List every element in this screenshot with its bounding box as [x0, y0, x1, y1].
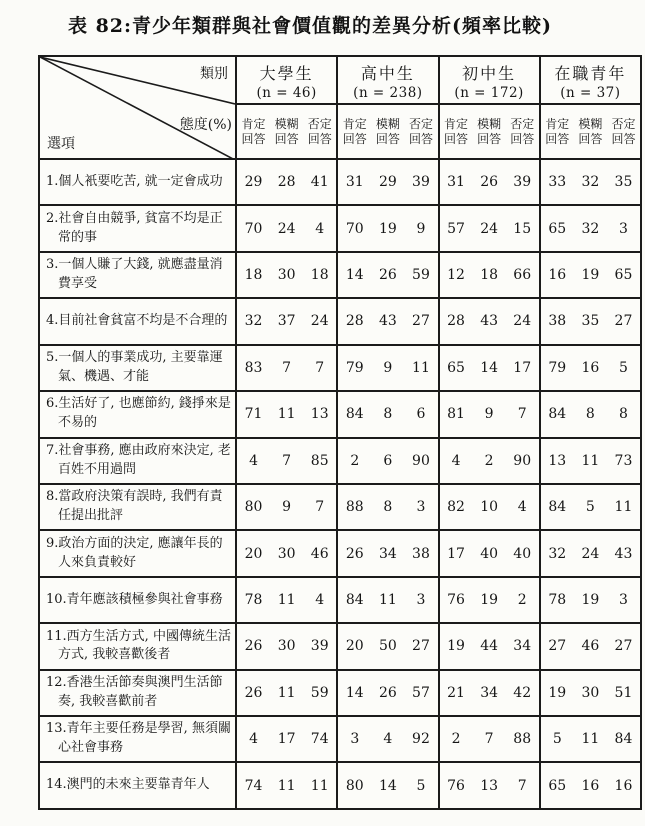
- value-cell: 11: [412, 359, 430, 376]
- value-group-workingyouth: [539, 531, 640, 575]
- group-sample-size: (n = 238): [353, 84, 423, 101]
- value-cell: 30: [277, 545, 296, 562]
- value-cell: 28: [345, 313, 364, 330]
- value-cell: 40: [480, 545, 499, 562]
- value-group-juniorhigh: [438, 717, 539, 761]
- answer-type-positive: 肯定回答: [342, 116, 367, 146]
- value-cell: 70: [345, 220, 364, 237]
- value-cell: 11: [277, 684, 296, 701]
- value-cell: 26: [480, 174, 499, 191]
- value-cell: 83: [244, 359, 263, 376]
- value-cell: 70: [244, 220, 263, 237]
- value-cell: 16: [581, 359, 600, 376]
- answer-type-ambiguous: 模糊回答: [274, 116, 299, 146]
- value-group-university: [235, 439, 336, 483]
- value-group-university: [235, 485, 336, 529]
- value-cell: 8: [383, 499, 393, 516]
- answer-type-ambiguous: 模糊回答: [477, 116, 502, 146]
- table-row: [40, 624, 640, 670]
- value-cell: 14: [345, 684, 364, 701]
- value-cell: 9: [416, 220, 426, 237]
- value-group-university: [235, 392, 336, 436]
- value-cell: 5: [416, 777, 426, 794]
- value-cell: 59: [310, 684, 329, 701]
- value-cell: 18: [244, 267, 263, 284]
- value-group-highschool: [336, 253, 437, 297]
- value-cell: 17: [447, 545, 465, 562]
- row-label: 5.一個人的事業成功, 主要靠運氣、機遇、才能: [46, 350, 223, 384]
- value-cell: 26: [345, 545, 364, 562]
- value-cell: 27: [412, 638, 430, 655]
- value-group-university: [235, 160, 336, 204]
- value-cell: 11: [310, 777, 329, 794]
- value-group-workingyouth: [539, 253, 640, 297]
- value-cell: 30: [277, 638, 296, 655]
- row-label: 11.西方生活方式, 中國傳統生活方式, 我較喜歡後者: [46, 628, 231, 663]
- value-cell: 33: [548, 174, 567, 191]
- value-cell: 38: [548, 313, 567, 330]
- value-group-university: [235, 578, 336, 622]
- value-cell: 24: [480, 220, 499, 237]
- value-cell: 4: [315, 592, 325, 608]
- value-cell: 32: [581, 174, 600, 191]
- value-group-juniorhigh: [438, 763, 539, 807]
- value-group-university: [235, 206, 336, 250]
- value-cell: 15: [513, 220, 532, 237]
- value-cell: 19: [581, 592, 600, 608]
- value-cell: 13: [480, 777, 499, 794]
- group-name: 初中生: [462, 63, 517, 83]
- value-cell: 85: [310, 452, 329, 469]
- value-cell: 7: [315, 359, 325, 376]
- value-cell: 11: [581, 731, 600, 748]
- value-cell: 19: [447, 638, 465, 655]
- value-cell: 65: [447, 359, 465, 376]
- value-cell: 24: [581, 545, 600, 562]
- value-cell: 65: [548, 220, 567, 237]
- answer-type-positive: 肯定回答: [241, 116, 266, 146]
- group-name: 高中生: [360, 63, 415, 83]
- value-cell: 3: [416, 499, 426, 516]
- table-row: [40, 531, 640, 577]
- table-row: [40, 578, 640, 624]
- value-cell: 34: [480, 684, 499, 701]
- value-cell: 26: [244, 638, 263, 655]
- value-group-highschool: [336, 531, 437, 575]
- group-header-workingyouth: [539, 57, 640, 103]
- answer-types-workingyouth: [539, 105, 640, 158]
- value-group-juniorhigh: [438, 671, 539, 715]
- value-cell: 11: [581, 452, 600, 469]
- value-cell: 27: [412, 313, 430, 330]
- row-label: 9.政治方面的決定, 應讓年長的人來負責較好: [46, 535, 223, 570]
- value-group-university: [235, 624, 336, 668]
- value-cell: 80: [244, 499, 263, 516]
- value-group-workingyouth: [539, 578, 640, 622]
- value-cell: 90: [513, 452, 532, 469]
- value-cell: 30: [277, 267, 296, 284]
- table-row: [40, 485, 640, 531]
- value-cell: 24: [277, 220, 296, 237]
- value-group-juniorhigh: [438, 392, 539, 436]
- value-cell: 3: [350, 731, 360, 748]
- value-cell: 35: [614, 174, 633, 191]
- table-row: [40, 392, 640, 438]
- value-cell: 4: [249, 452, 258, 469]
- answer-type-negative: 否定回答: [611, 116, 636, 146]
- value-cell: 57: [447, 220, 465, 237]
- value-group-juniorhigh: [438, 578, 539, 622]
- value-group-juniorhigh: [438, 485, 539, 529]
- answer-type-negative: 否定回答: [510, 116, 535, 146]
- value-cell: 28: [277, 174, 296, 191]
- value-cell: 27: [614, 638, 633, 655]
- answer-type-negative: 否定回答: [408, 116, 433, 146]
- value-cell: 5: [585, 499, 595, 516]
- value-cell: 88: [345, 499, 364, 516]
- value-cell: 76: [447, 592, 465, 608]
- value-group-university: [235, 299, 336, 343]
- value-cell: 16: [548, 267, 567, 284]
- value-cell: 13: [548, 452, 567, 469]
- value-cell: 9: [282, 499, 292, 516]
- value-cell: 10: [480, 499, 499, 516]
- value-cell: 84: [614, 731, 633, 748]
- value-cell: 11: [277, 777, 296, 794]
- value-cell: 43: [378, 313, 397, 330]
- value-cell: 18: [480, 267, 499, 284]
- value-group-workingyouth: [539, 717, 640, 761]
- value-cell: 82: [447, 499, 465, 516]
- group-sample-size: (n = 46): [256, 84, 317, 101]
- value-cell: 43: [480, 313, 499, 330]
- value-cell: 8: [618, 406, 628, 423]
- value-cell: 35: [581, 313, 600, 330]
- row-label: 8.當政府決策有誤時, 我們有責任提出批評: [46, 489, 223, 524]
- value-group-juniorhigh: [438, 531, 539, 575]
- value-cell: 32: [244, 313, 263, 330]
- value-cell: 34: [378, 545, 397, 562]
- value-cell: 24: [310, 313, 329, 330]
- value-group-highschool: [336, 206, 437, 250]
- value-group-highschool: [336, 299, 437, 343]
- value-cell: 44: [480, 638, 499, 655]
- column-headers: [235, 57, 640, 158]
- value-cell: 9: [484, 406, 494, 423]
- group-name: 在職青年: [554, 63, 627, 83]
- table-row: [40, 160, 640, 206]
- value-cell: 84: [548, 406, 567, 423]
- value-cell: 4: [315, 220, 325, 237]
- value-cell: 42: [513, 684, 532, 701]
- group-name-row: [235, 57, 640, 105]
- value-group-workingyouth: [539, 206, 640, 250]
- group-sample-size: (n = 172): [454, 84, 524, 101]
- value-group-juniorhigh: [438, 160, 539, 204]
- value-cell: 3: [416, 592, 426, 608]
- value-cell: 3: [618, 220, 628, 237]
- value-cell: 2: [517, 592, 527, 608]
- value-cell: 46: [310, 545, 329, 562]
- row-label: 10.青年應該積極參與社會事務: [46, 591, 223, 607]
- table-row: [40, 439, 640, 485]
- value-cell: 4: [451, 452, 461, 469]
- value-cell: 84: [548, 499, 567, 516]
- answer-type-positive: 肯定回答: [545, 116, 570, 146]
- value-cell: 7: [517, 777, 527, 794]
- value-cell: 31: [447, 174, 465, 191]
- table-row: [40, 253, 640, 299]
- value-cell: 4: [383, 731, 393, 748]
- value-cell: 65: [548, 777, 567, 794]
- group-header-university: [235, 57, 336, 103]
- value-cell: 7: [517, 406, 527, 423]
- value-group-university: [235, 717, 336, 761]
- value-cell: 46: [581, 638, 600, 655]
- corner-label-category: 類別: [200, 66, 228, 82]
- value-cell: 79: [345, 359, 364, 376]
- table-header: [40, 57, 640, 160]
- value-group-workingyouth: [539, 763, 640, 807]
- value-cell: 2: [451, 731, 461, 748]
- value-cell: 71: [244, 406, 263, 423]
- group-name: 大學生: [259, 63, 314, 83]
- table-row: [40, 717, 640, 763]
- value-group-highschool: [336, 671, 437, 715]
- value-group-juniorhigh: [438, 346, 539, 390]
- value-group-workingyouth: [539, 624, 640, 668]
- corner-label-options: 選項: [47, 136, 75, 152]
- value-group-university: [235, 763, 336, 807]
- value-group-juniorhigh: [438, 299, 539, 343]
- row-label: 4.目前社會貧富不均是不合理的: [46, 313, 228, 329]
- value-group-juniorhigh: [438, 253, 539, 297]
- value-cell: 40: [513, 545, 532, 562]
- value-cell: 27: [548, 638, 567, 655]
- table-row: [40, 346, 640, 392]
- value-cell: 78: [244, 592, 263, 608]
- value-cell: 65: [614, 267, 633, 284]
- value-cell: 90: [412, 452, 430, 469]
- value-group-university: [235, 671, 336, 715]
- answer-type-ambiguous: 模糊回答: [578, 116, 603, 146]
- value-cell: 16: [581, 777, 600, 794]
- table-body: [40, 160, 640, 808]
- value-cell: 50: [378, 638, 397, 655]
- value-cell: 59: [412, 267, 430, 284]
- value-cell: 26: [378, 684, 397, 701]
- value-group-workingyouth: [539, 160, 640, 204]
- value-cell: 84: [345, 406, 364, 423]
- value-cell: 38: [412, 545, 430, 562]
- value-group-workingyouth: [539, 485, 640, 529]
- value-cell: 3: [618, 592, 628, 608]
- page-title: 表 82:青少年類群與社會價值觀的差異分析(頻率比較): [67, 15, 553, 37]
- answer-types-juniorhigh: [438, 105, 539, 158]
- value-cell: 12: [447, 267, 465, 284]
- value-cell: 6: [383, 452, 393, 469]
- value-cell: 24: [513, 313, 532, 330]
- value-cell: 11: [614, 499, 633, 516]
- value-group-highschool: [336, 717, 437, 761]
- value-cell: 5: [552, 731, 562, 748]
- value-group-workingyouth: [539, 439, 640, 483]
- value-cell: 92: [412, 731, 430, 748]
- value-group-highschool: [336, 485, 437, 529]
- value-cell: 7: [315, 499, 325, 516]
- value-cell: 5: [618, 359, 628, 376]
- value-cell: 2: [350, 452, 360, 469]
- value-group-highschool: [336, 578, 437, 622]
- value-cell: 26: [378, 267, 397, 284]
- value-group-juniorhigh: [438, 624, 539, 668]
- value-cell: 88: [513, 731, 532, 748]
- value-cell: 7: [282, 359, 292, 376]
- value-group-highschool: [336, 624, 437, 668]
- value-cell: 79: [548, 359, 567, 376]
- value-group-workingyouth: [539, 392, 640, 436]
- value-cell: 32: [581, 220, 600, 237]
- answer-type-positive: 肯定回答: [444, 116, 469, 146]
- value-cell: 19: [378, 220, 397, 237]
- value-cell: 37: [277, 313, 296, 330]
- value-cell: 31: [345, 174, 364, 191]
- value-cell: 39: [310, 638, 329, 655]
- value-cell: 84: [345, 592, 364, 608]
- value-cell: 19: [480, 592, 499, 608]
- value-cell: 11: [378, 592, 397, 608]
- value-cell: 11: [277, 406, 296, 423]
- value-cell: 29: [244, 174, 263, 191]
- value-cell: 19: [581, 267, 600, 284]
- value-cell: 73: [614, 452, 633, 469]
- value-cell: 9: [383, 359, 393, 376]
- value-group-highschool: [336, 392, 437, 436]
- value-cell: 11: [277, 592, 296, 608]
- value-cell: 14: [345, 267, 364, 284]
- value-cell: 27: [614, 313, 633, 330]
- answer-type-row: [235, 105, 640, 158]
- table-row: [40, 206, 640, 252]
- value-cell: 17: [513, 359, 532, 376]
- row-label: 12.香港生活節奏與澳門生活節奏, 我較喜歡前者: [46, 675, 223, 709]
- row-label: 14.澳門的未來主要靠青年人: [46, 777, 210, 793]
- value-cell: 74: [310, 731, 329, 748]
- value-cell: 8: [585, 406, 595, 423]
- answer-type-ambiguous: 模糊回答: [375, 116, 400, 146]
- value-cell: 43: [614, 545, 633, 562]
- value-group-highschool: [336, 439, 437, 483]
- row-label: 1.個人衹要吃苦, 就一定會成功: [46, 173, 223, 189]
- survey-table: [38, 55, 642, 810]
- value-cell: 78: [548, 592, 567, 608]
- value-cell: 34: [513, 638, 532, 655]
- value-cell: 20: [244, 545, 263, 562]
- value-cell: 74: [244, 777, 263, 794]
- value-group-workingyouth: [539, 299, 640, 343]
- value-cell: 39: [513, 174, 532, 191]
- table-row: [40, 299, 640, 345]
- value-cell: 4: [249, 731, 258, 748]
- answer-type-negative: 否定回答: [307, 116, 332, 146]
- value-group-university: [235, 253, 336, 297]
- row-label: 7.社會事務, 應由政府來決定, 老百姓不用過問: [46, 442, 231, 477]
- value-group-workingyouth: [539, 346, 640, 390]
- value-cell: 17: [277, 731, 296, 748]
- row-label: 3.一個人賺了大錢, 就應盡量消費享受: [46, 257, 223, 292]
- value-cell: 18: [310, 267, 329, 284]
- value-cell: 7: [282, 452, 292, 469]
- value-group-workingyouth: [539, 671, 640, 715]
- value-cell: 6: [416, 406, 426, 423]
- group-header-juniorhigh: [438, 57, 539, 103]
- value-cell: 20: [345, 638, 364, 655]
- value-group-juniorhigh: [438, 206, 539, 250]
- value-cell: 81: [447, 406, 465, 423]
- row-label: 2.社會自由競爭, 貧富不均是正常的事: [46, 210, 223, 245]
- value-cell: 29: [378, 174, 397, 191]
- value-group-university: [235, 346, 336, 390]
- value-group-university: [235, 531, 336, 575]
- value-cell: 39: [412, 174, 430, 191]
- value-cell: 16: [614, 777, 633, 794]
- value-cell: 51: [614, 684, 633, 701]
- value-cell: 21: [447, 684, 465, 701]
- value-cell: 2: [484, 452, 494, 469]
- value-cell: 28: [447, 313, 465, 330]
- corner-header-cell: [40, 57, 235, 158]
- group-sample-size: (n = 37): [560, 84, 621, 101]
- value-cell: 8: [383, 406, 393, 423]
- value-cell: 32: [548, 545, 567, 562]
- value-cell: 80: [345, 777, 364, 794]
- group-header-highschool: [336, 57, 437, 103]
- value-group-highschool: [336, 346, 437, 390]
- value-cell: 14: [480, 359, 499, 376]
- corner-label-attitude: 態度(%): [179, 117, 232, 133]
- answer-types-university: [235, 105, 336, 158]
- value-cell: 13: [310, 406, 329, 423]
- value-cell: 76: [447, 777, 465, 794]
- value-cell: 4: [517, 499, 527, 516]
- value-cell: 41: [310, 174, 329, 191]
- value-group-highschool: [336, 160, 437, 204]
- value-group-juniorhigh: [438, 439, 539, 483]
- value-cell: 7: [484, 731, 494, 748]
- row-label: 13.青年主要任務是學習, 無須關心社會事務: [46, 721, 231, 756]
- table-row: [40, 763, 640, 807]
- value-cell: 66: [513, 267, 532, 284]
- table-row: [40, 671, 640, 717]
- value-cell: 19: [548, 684, 567, 701]
- row-label: 6.生活好了, 也應節約, 錢掙來是不易的: [46, 396, 231, 431]
- value-group-highschool: [336, 763, 437, 807]
- answer-types-highschool: [336, 105, 437, 158]
- value-cell: 26: [244, 684, 263, 701]
- value-cell: 14: [378, 777, 397, 794]
- value-cell: 57: [412, 684, 430, 701]
- value-cell: 30: [581, 684, 600, 701]
